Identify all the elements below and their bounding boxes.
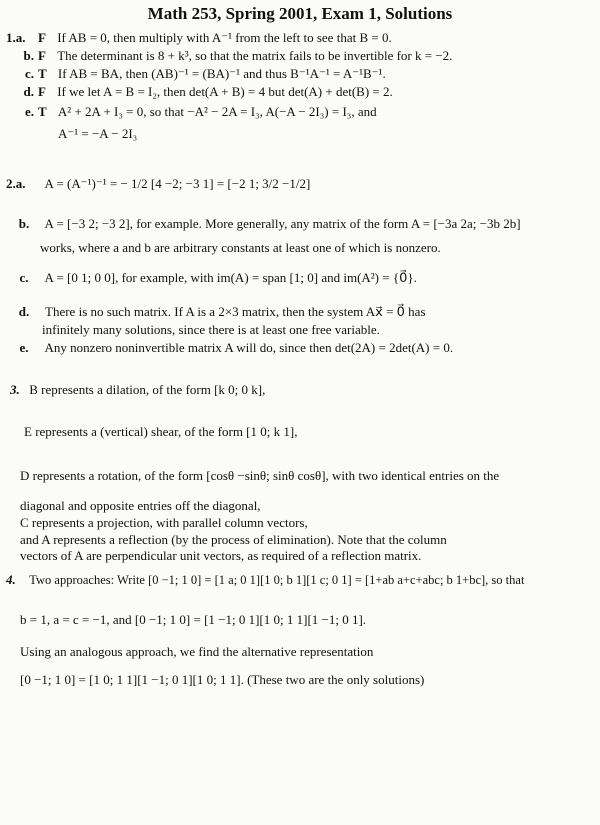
problem-2a xyxy=(6,176,310,192)
problem-2c xyxy=(6,270,417,286)
problem-4-line-2 xyxy=(20,612,366,628)
problem-1e xyxy=(6,104,377,120)
problem-3-line-4 xyxy=(20,498,261,514)
problem-2b xyxy=(6,216,521,232)
problem-2e xyxy=(6,340,453,356)
verdict: T xyxy=(38,104,47,119)
problem-3-line-3 xyxy=(20,468,499,484)
verdict: F xyxy=(38,48,46,63)
verdict: T xyxy=(38,66,47,81)
page-title: Math 253, Spring 2001, Exam 1, Solutions xyxy=(147,4,453,23)
item-label: d. xyxy=(23,84,34,99)
item-label: e. xyxy=(19,340,29,355)
item-label: c. xyxy=(24,66,34,81)
item-text: b = 1, a = c = −1, and [0 −1; 1 0] = [1 −1; 0 1][1 0; 1 1][1 −1; 0 1]. xyxy=(20,612,367,627)
item-label: 2.a. xyxy=(6,176,26,191)
verdict: F xyxy=(38,84,46,99)
item-text: If AB = 0, then multiply with A⁻¹ from the left to see that B = 0. xyxy=(57,30,392,45)
problem-1d xyxy=(6,84,393,100)
problem-3-line-2 xyxy=(24,424,297,440)
item-text: A² + 2A + I₃ = 0, so that −A² − 2A = I₃, A(−A − 2I₃) = I₃, and xyxy=(57,104,377,119)
item-text: If we let A = B = I₂, then det(A + B) = 4 but det(A) + det(B) = 2. xyxy=(57,84,393,99)
item-text: diagonal and opposite entries off the diagonal, xyxy=(20,498,261,513)
verdict: F xyxy=(38,30,46,45)
item-label: b. xyxy=(18,216,30,231)
item-text: There is no such matrix. If A is a 2×3 matrix, then the system Ax⃗ = 0⃗ has xyxy=(45,304,426,319)
item-label: 4. xyxy=(6,572,16,587)
item-text: A = [−3 2; −3 2], for example. More generally, any matrix of the form A = [−3a 2a; −3b 2b] xyxy=(44,216,521,231)
item-text: The determinant is 8 + k³, so that the matrix fails to be invertible for k = −2. xyxy=(57,48,453,63)
problem-3-line-1 xyxy=(10,382,265,398)
problem-4-line-4 xyxy=(20,672,424,688)
problem-3-line-6 xyxy=(20,532,447,548)
problem-1a xyxy=(6,30,392,46)
item-label: c. xyxy=(19,270,29,285)
item-text: Two approaches: Write [0 −1; 1 0] = [1 a; 0 1][1 0; b 1][1 c; 0 1] = [1+ab a+c+abc; b 1+bc], so that xyxy=(29,573,525,587)
item-text: C represents a projection, with parallel column vectors, xyxy=(20,515,308,530)
problem-3-line-7 xyxy=(20,548,421,564)
problem-2d-continued xyxy=(42,322,380,338)
item-label: d. xyxy=(18,304,30,319)
problem-1e-continued xyxy=(58,126,137,142)
item-label: 3. xyxy=(10,382,20,397)
item-text: Any nonzero noninvertible matrix A will do, since then det(2A) = 2det(A) = 0. xyxy=(44,340,454,355)
item-text: A = (A⁻¹)⁻¹ = − 1/2 [4 −2; −3 1] = [−2 1; 3/2 −1/2] xyxy=(44,176,311,191)
problem-3-line-5 xyxy=(20,515,308,531)
problem-4-line-3 xyxy=(20,644,373,660)
item-text: and A represents a reflection (by the process of elimination). Note that the column xyxy=(20,532,447,547)
item-text: Using an analogous approach, we find the alternative representation xyxy=(20,644,374,659)
item-text: A⁻¹ = −A − 2I₃ xyxy=(58,126,138,141)
item-text: [0 −1; 1 0] = [1 0; 1 1][1 −1; 0 1][1 0; 1 1]. (These two are the only solutions) xyxy=(20,672,425,687)
problem-2d xyxy=(6,304,426,320)
item-label: b. xyxy=(23,48,34,63)
item-text: If AB = BA, then (AB)⁻¹ = (BA)⁻¹ and thus B⁻¹A⁻¹ = A⁻¹B⁻¹. xyxy=(57,66,386,81)
item-text: infinitely many solutions, since there is at least one free variable. xyxy=(42,322,380,337)
problem-4-line-1 xyxy=(6,572,524,588)
problem-1c xyxy=(6,66,386,82)
item-text: E represents a (vertical) shear, of the form [1 0; k 1], xyxy=(24,424,298,439)
item-text: A = [0 1; 0 0], for example, with im(A) = span [1; 0] and im(A²) = {0⃗}. xyxy=(44,270,417,285)
item-text: works, where a and b are arbitrary constants at least one of which is nonzero. xyxy=(40,240,441,255)
problem-2b-continued xyxy=(40,240,441,256)
problem-1b xyxy=(6,48,452,64)
item-text: B represents a dilation, of the form [k 0; 0 k], xyxy=(29,382,266,397)
item-label: e. xyxy=(24,104,34,119)
item-label: 1.a. xyxy=(6,30,26,45)
item-text: D represents a rotation, of the form [cosθ −sinθ; sinθ cosθ], with two identical entries on the xyxy=(20,468,500,483)
item-text: vectors of A are perpendicular unit vectors, as required of a reflection matrix. xyxy=(20,548,422,563)
